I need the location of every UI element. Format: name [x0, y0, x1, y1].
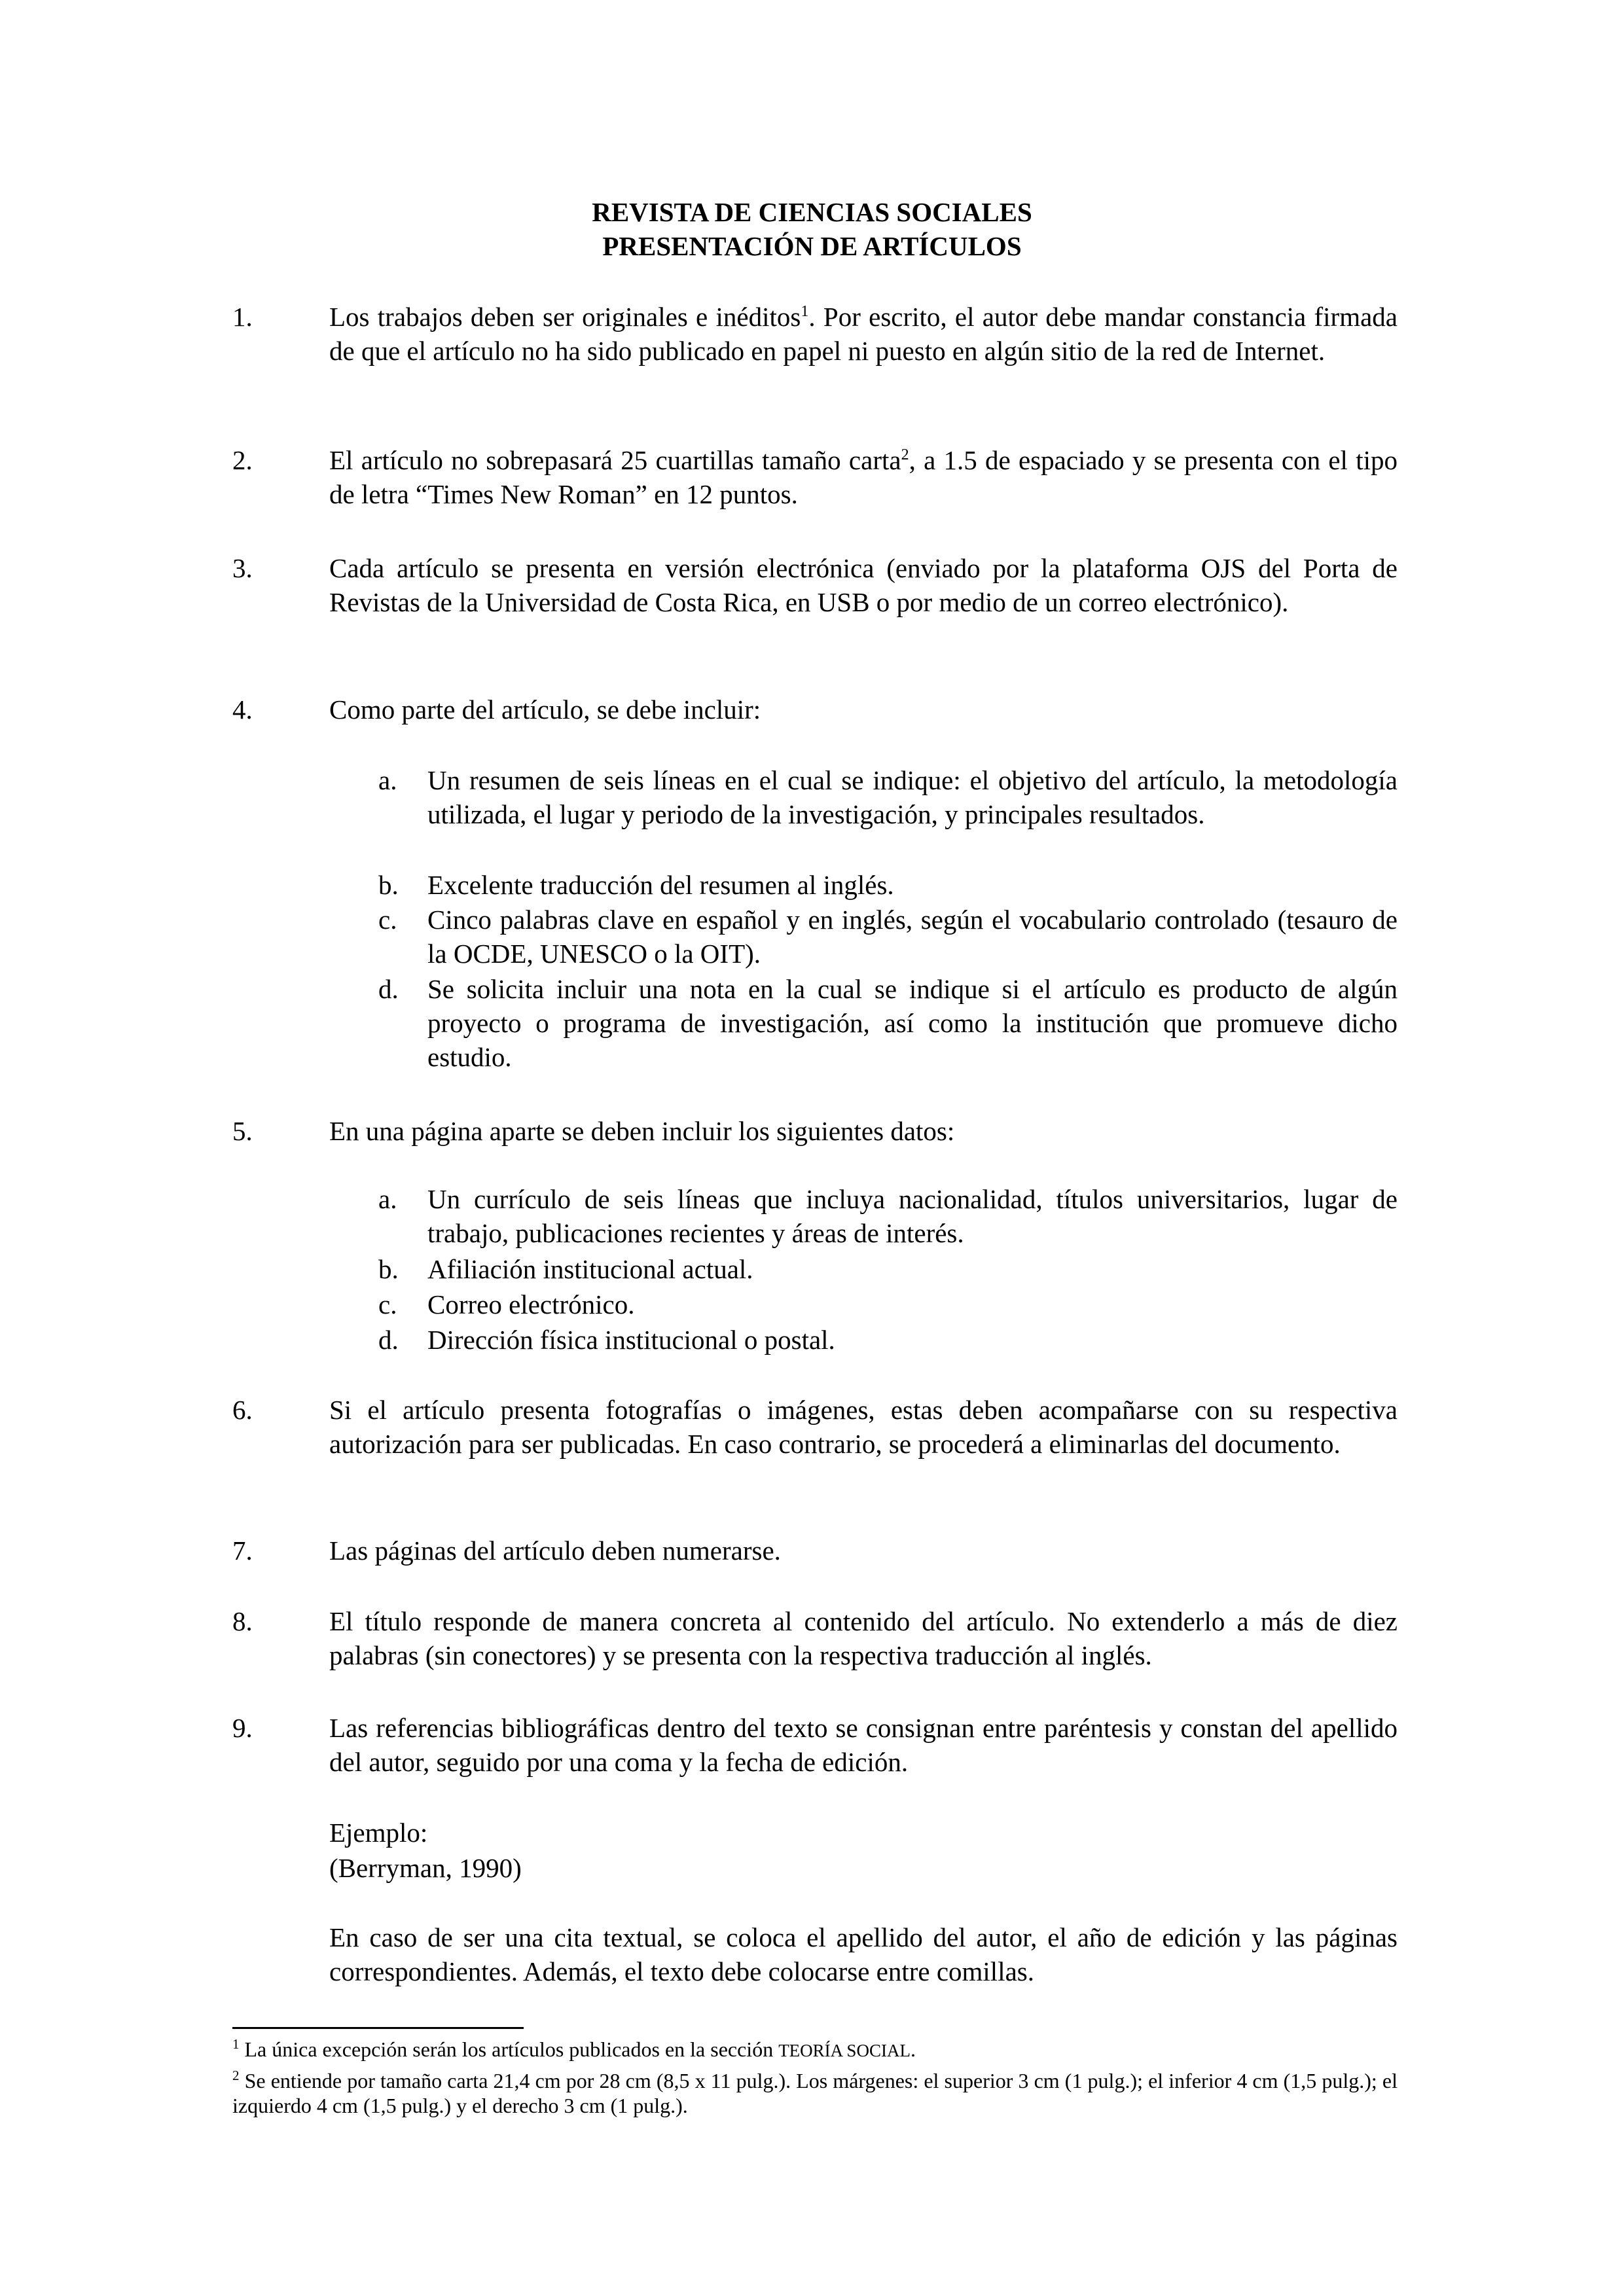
sub-item-letter: d. [378, 974, 399, 1004]
list-item-2 [232, 443, 1398, 511]
sub-item-text: Un currículo de seis líneas que incluya nacionalidad, títulos universitarios, lugar de trabajo, publicaciones recientes y áreas de interés. [427, 1184, 1398, 1248]
document-title-line1: REVISTA DE CIENCIAS SOCIALES [592, 197, 1032, 227]
footnote-separator [232, 2027, 524, 2029]
footnote-1: $^1$ La única excepción serán los artículos publicados en la sección TEORÍA SOCIAL. [232, 2036, 916, 2061]
item-number: 5. [232, 1116, 253, 1146]
item-text: El título responde de manera concreta al contenido del artículo. No extenderlo a más de diez palabras (sin conectores) y se presenta con la respectiva traducción al inglés. [329, 1606, 1398, 1670]
footnote-ref-1[interactable]: 1 [801, 303, 809, 320]
footnote-mark: 2 [232, 2068, 240, 2083]
list-item-1 [232, 300, 1398, 368]
document-title-line2: PRESENTACIÓN DE ARTÍCULOS [602, 231, 1022, 261]
item-number: 6. [232, 1395, 253, 1425]
list-item-7 [232, 1534, 1398, 1568]
sub-item-4c [378, 903, 1398, 971]
item-text: El artículo no sobrepasará 25 cuartillas tamaño carta$^2$, a 1.5 de espaciado y se presenta con el tipo de letra “Times New Roman” en 12 puntos. [329, 445, 1398, 509]
sub-item-letter: a. [378, 1184, 397, 1214]
sub-item-5d [378, 1323, 1398, 1357]
sub-item-4b [378, 868, 1398, 902]
item-text: Como parte del artículo, se debe incluir: [329, 694, 761, 725]
list-item-4 [232, 692, 1398, 726]
sub-item-4a [378, 763, 1398, 831]
footnote-ref-2[interactable]: 2 [901, 446, 909, 463]
sub-item-text: Correo electrónico. [427, 1289, 635, 1319]
item-text: Los trabajos deben ser originales e inéditos$^1$. Por escrito, el autor debe mandar constancia firmada de que el artículo no ha sido publicado en papel ni puesto en algún sitio de la red de Internet. [329, 302, 1398, 366]
item-number: 1. [232, 302, 253, 332]
list-item-6 [232, 1393, 1398, 1461]
sub-item-5a [378, 1182, 1398, 1250]
item-number: 4. [232, 694, 253, 725]
item-number: 2. [232, 445, 253, 475]
item-number: 3. [232, 553, 253, 583]
sub-item-text: Se solicita incluir una nota en la cual se indique si el artículo es producto de algún proyecto o programa de investigación, así como la institución que promueve dicho estudio. [427, 974, 1398, 1072]
textual-citation-note: En caso de ser una cita textual, se coloca el apellido del autor, el año de edición y las páginas correspondientes. Además, el texto debe colocarse entre comillas. [329, 1922, 1398, 1986]
item-text: Las páginas del artículo deben numerarse. [329, 1535, 781, 1566]
sub-item-text: Dirección física institucional o postal. [427, 1325, 835, 1355]
sub-item-letter: c. [378, 905, 397, 935]
item-text: En una página aparte se deben incluir los siguientes datos: [329, 1116, 955, 1146]
sub-item-letter: b. [378, 1254, 399, 1284]
item-text: Las referencias bibliográficas dentro del texto se consignan entre paréntesis y constan del apellido del autor, seguido por una coma y la fecha de edición. [329, 1713, 1398, 1777]
item-text: Cada artículo se presenta en versión electrónica (enviado por la plataforma OJS del Porta de Revistas de la Universidad de Costa Rica, en USB o por medio de un correo electrónico). [329, 553, 1398, 617]
item-text: Si el artículo presenta fotografías o imágenes, estas deben acompañarse con su respectiva autorización para ser publicadas. En caso contrario, se procederá a eliminarlas del documento. [329, 1395, 1398, 1459]
example-label: Ejemplo: [329, 1818, 428, 1848]
sub-item-5b [378, 1252, 1398, 1286]
sub-item-letter: c. [378, 1289, 397, 1319]
list-item-9 [232, 1711, 1398, 1779]
sub-item-text: Excelente traducción del resumen al inglés. [427, 870, 894, 900]
sub-item-4d [378, 972, 1398, 1074]
sub-item-5c [378, 1287, 1398, 1321]
sub-item-letter: b. [378, 870, 399, 900]
footnote-2: $^2$ Se entiende por tamaño carta 21,4 cm por 28 cm (8,5 x 11 pulg.). Los márgenes: el superior 3 cm (1 pulg.); el inferior 4 cm (1,5 pulg.); el izquierdo 4 cm (1,5 pulg.) y el derecho 3 cm (1 pulg.). [232, 2068, 1398, 2117]
sub-item-text: Afiliación institucional actual. [427, 1254, 753, 1284]
list-item-3 [232, 551, 1398, 619]
sub-item-letter: d. [378, 1325, 399, 1355]
item-number: 7. [232, 1535, 253, 1566]
sub-item-text: Cinco palabras clave en español y en inglés, según el vocabulario controlado (tesauro de la OCDE, UNESCO o la OIT). [427, 905, 1398, 969]
sub-item-letter: a. [378, 765, 397, 795]
example-citation: (Berryman, 1990) [329, 1853, 522, 1883]
list-item-5 [232, 1114, 1398, 1148]
section-name: TEORÍA SOCIAL [778, 2041, 911, 2060]
sub-item-text: Un resumen de seis líneas en el cual se indique: el objetivo del artículo, la metodología utilizada, el lugar y periodo de la investigación, y principales resultados. [427, 765, 1398, 829]
list-item-8 [232, 1604, 1398, 1672]
footnote-mark: 1 [232, 2036, 240, 2052]
item-number: 8. [232, 1606, 253, 1636]
item-number: 9. [232, 1713, 253, 1743]
